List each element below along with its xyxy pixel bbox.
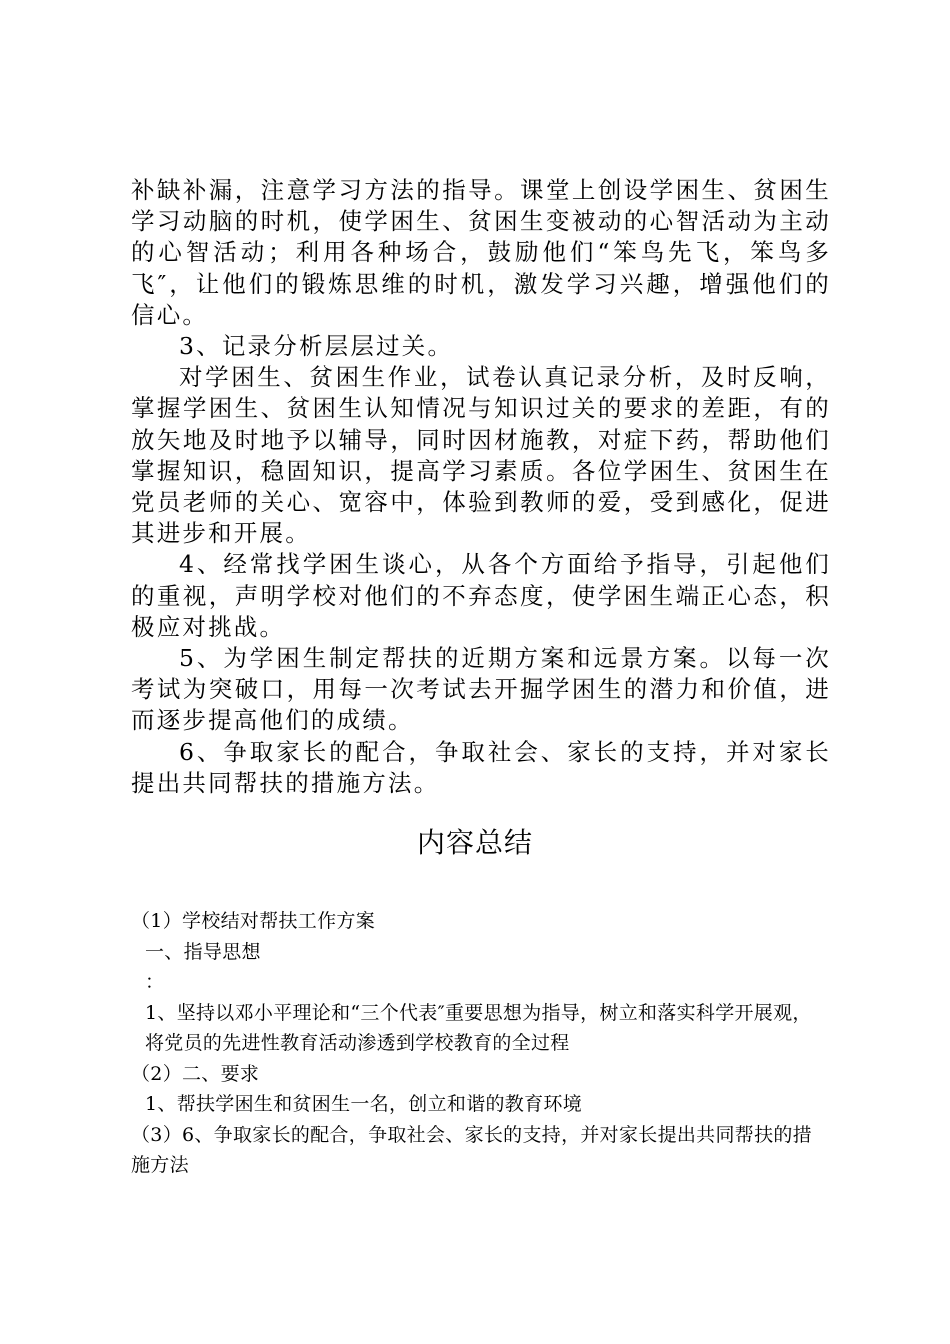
summary-line: 一、指导思想 (145, 940, 261, 963)
paragraph-item-5: 5、为学困生制定帮扶的近期方案和远景方案。以每一次考试为突破口，用每一次考试去开掘学困生的潜力和价值，进而逐步提高他们的成绩。 (131, 644, 831, 735)
paragraph-item-3-detail: 对学困生、贫困生作业，试卷认真记录分析，及时反响，掌握学困生、贫困生认知情况与知识过关的要求的差距，有的放矢地及时地予以辅导，同时因材施教，对症下药，帮助他们掌握知识，稳固知识，提高学习素质。各位学困生、贫困生在党员老师的关心、宽容中，体验到教师的爱，受到感化，促进其进步和开展。 (131, 363, 831, 548)
paragraph-continuation: 补缺补漏，注意学习方法的指导。课堂上创设学困生、贫困生学习动脑的时机，使学困生、贫困生变被动的心智活动为主动的心智活动；利用各种场合，鼓励他们“笨鸟先飞，笨鸟多飞″，让他们的锻炼思维的时机，激发学习兴趣，增强他们的信心。 (131, 176, 831, 329)
paragraph-item-6: 6、争取家长的配合，争取社会、家长的支持，并对家长提出共同帮扶的措施方法。 (131, 737, 831, 797)
summary-line: 1、帮扶学困生和贫困生一名，创立和谐的教育环境 (145, 1093, 582, 1115)
summary-line: （1）学校结对帮扶工作方案 (131, 910, 375, 932)
paragraph-item-4: 4、经常找学困生谈心，从各个方面给予指导，引起他们的重视，声明学校对他们的不弃态度，使学困生端正心态，积极应对挑战。 (131, 550, 831, 641)
summary-line: 1、坚持以邓小平理论和“三个代表″重要思想为指导，树立和落实科学开展观，将党员的先进性教育活动渗透到学校教育的全过程 (145, 1001, 812, 1054)
paragraph-item-3: 3、记录分析层层过关。 (179, 332, 454, 361)
body-text (131, 175, 831, 799)
summary-line: ： (145, 971, 165, 993)
summary-title: 内容总结 (416, 826, 533, 859)
summary-line: （2）二、要求 (131, 1062, 260, 1085)
summary-section (131, 906, 821, 1181)
summary-line: （3）6、争取家长的配合，争取社会、家长的支持，并对家长提出共同帮扶的措施方法 (131, 1123, 812, 1176)
